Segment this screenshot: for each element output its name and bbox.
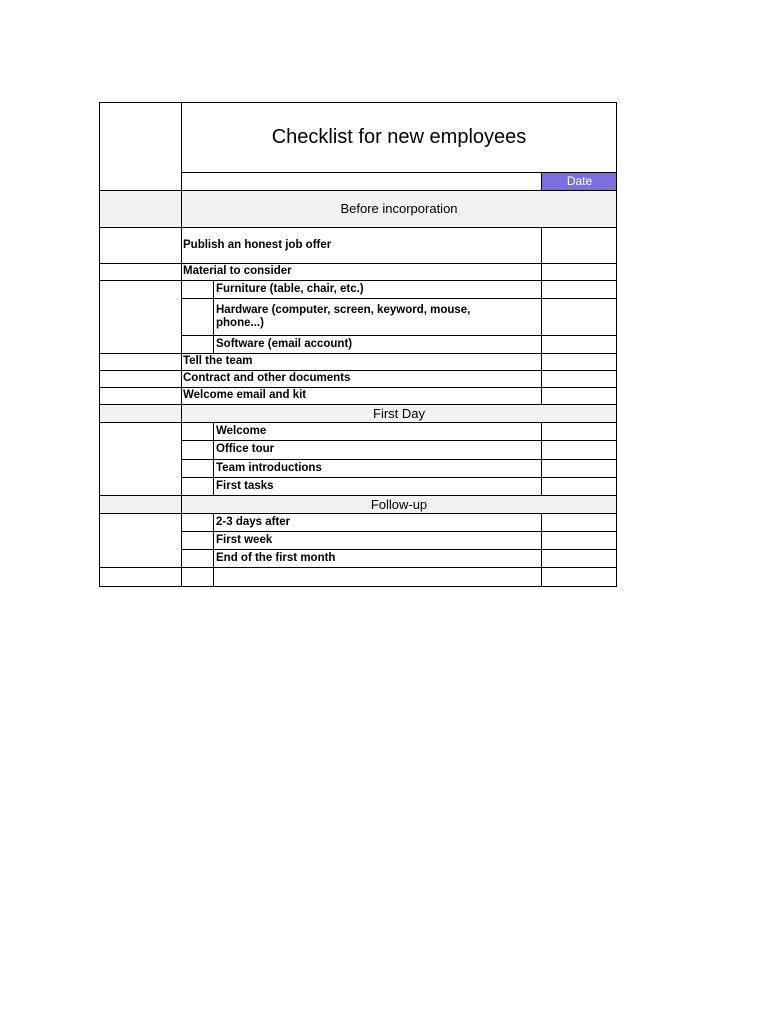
item-office-tour: Office tour xyxy=(216,443,275,455)
item-first-tasks: First tasks xyxy=(216,479,274,492)
grid-line xyxy=(181,298,617,299)
grid-line xyxy=(99,586,617,587)
grid-line xyxy=(213,422,214,495)
item-furniture: Furniture (table, chair, etc.) xyxy=(216,282,364,295)
page-title: Checklist for new employees xyxy=(271,125,527,148)
grid-line xyxy=(541,227,542,404)
grid-line xyxy=(99,422,617,423)
section-first-day: First Day xyxy=(181,404,617,422)
checklist-sheet xyxy=(99,102,617,587)
item-welcome: Welcome xyxy=(216,424,267,437)
item-job-offer: Publish an honest job offer xyxy=(183,238,332,251)
grid-line xyxy=(181,440,617,441)
grid-line xyxy=(181,335,617,336)
item-end-first-month: End of the first month xyxy=(216,551,336,564)
item-contract: Contract and other documents xyxy=(183,372,351,384)
item-tell-team: Tell the team xyxy=(183,355,253,367)
grid-line xyxy=(99,370,617,371)
grid-line xyxy=(99,102,617,103)
item-welcome-email: Welcome email and kit xyxy=(183,389,307,401)
grid-line xyxy=(616,102,617,587)
section-follow-up: Follow-up xyxy=(181,495,617,513)
grid-line xyxy=(181,172,617,173)
grid-line xyxy=(213,280,214,353)
grid-line xyxy=(213,513,214,587)
item-2-3-days-after: 2-3 days after xyxy=(216,515,291,528)
grid-line xyxy=(541,172,542,190)
date-header: Date xyxy=(542,172,617,190)
grid-line xyxy=(541,513,542,587)
section-before-incorporation: Before incorporation xyxy=(181,190,617,227)
grid-line xyxy=(99,567,617,568)
grid-line xyxy=(99,513,617,514)
grid-line xyxy=(99,280,617,281)
first-day-left-shade xyxy=(99,404,181,422)
grid-line xyxy=(181,549,617,550)
grid-line xyxy=(99,353,617,354)
grid-line xyxy=(181,477,617,478)
grid-line xyxy=(99,387,617,388)
item-hardware: Hardware (computer, screen, keyword, mouse, phone...) xyxy=(216,303,471,329)
grid-line xyxy=(99,263,617,264)
grid-line xyxy=(99,190,617,191)
grid-line xyxy=(99,495,617,496)
grid-line xyxy=(541,422,542,495)
grid-line xyxy=(181,102,182,587)
follow-up-left-shade xyxy=(99,495,181,513)
grid-line xyxy=(99,227,617,228)
item-material: Material to consider xyxy=(183,265,292,277)
before-section-left-shade xyxy=(99,190,181,227)
item-team-introductions: Team introductions xyxy=(216,461,322,474)
grid-line xyxy=(99,102,100,587)
item-first-week: First week xyxy=(216,533,273,546)
grid-line xyxy=(181,531,617,532)
item-software: Software (email account) xyxy=(216,337,353,350)
grid-line xyxy=(99,404,617,405)
grid-line xyxy=(181,459,617,460)
